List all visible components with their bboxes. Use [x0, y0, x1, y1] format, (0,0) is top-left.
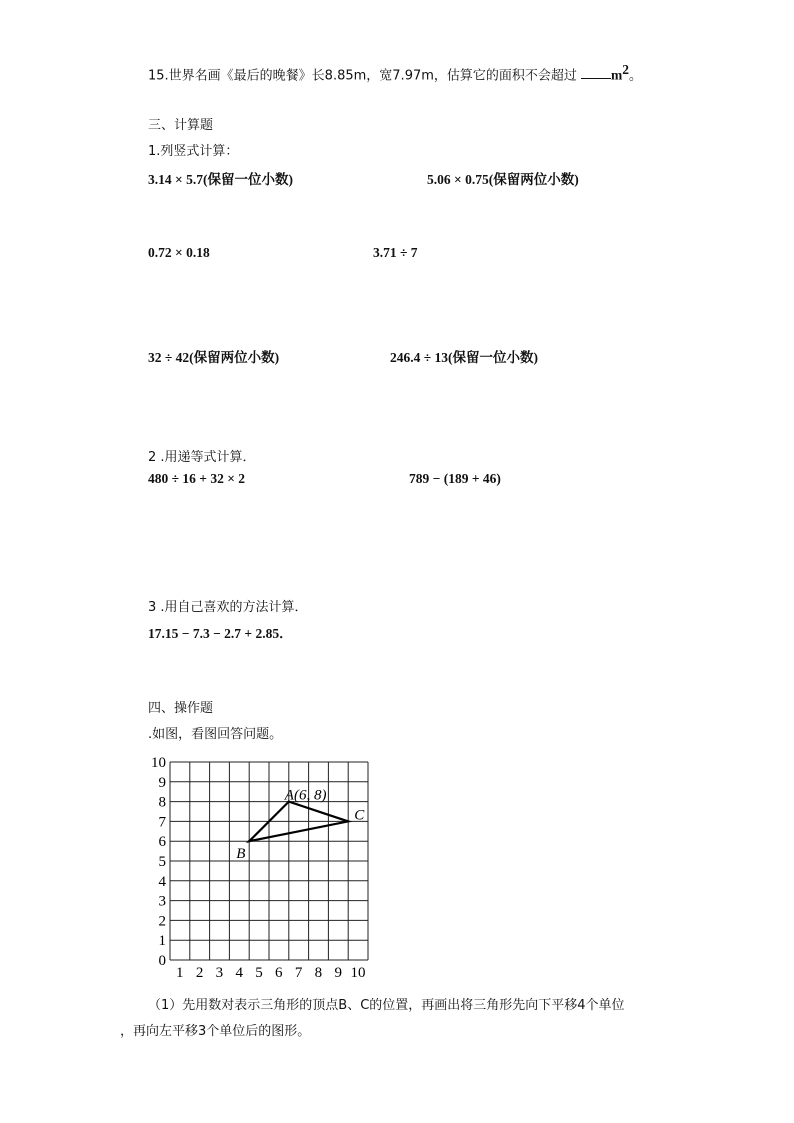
- calc-item: 789 − (189 + 46): [409, 471, 501, 486]
- subquestion-title: 1.列竖式计算：: [148, 144, 239, 159]
- question-text: ，再向左平移3个单位后的图形。: [120, 1024, 311, 1039]
- question-number: 15: [148, 68, 165, 84]
- y-tick-label: 10: [151, 755, 166, 771]
- x-tick-label: 1: [176, 965, 184, 981]
- section-title-operation: 四、操作题: [148, 701, 214, 716]
- x-tick-label: 5: [255, 965, 263, 981]
- x-tick-label: 8: [314, 965, 323, 981]
- calc-item: 3.71 ÷ 7: [373, 245, 418, 260]
- y-tick-label: 6: [158, 834, 166, 851]
- vertex-b-point: [248, 840, 250, 842]
- calc-item: 480 ÷ 16 + 32 × 2: [148, 471, 246, 486]
- vertex-b-label: B: [236, 846, 246, 863]
- x-tick-label: 9: [334, 965, 342, 981]
- vertex-c-point: [347, 820, 349, 822]
- question-text: （1）先用数对表示三角形的顶点B、C的位置，再画出将三角形先向下平移4个单位: [148, 998, 625, 1013]
- y-tick-label: 2: [158, 913, 166, 930]
- y-tick-label: 5: [158, 854, 166, 870]
- section-intro: .如图，看图回答问题。: [148, 727, 283, 742]
- y-tick-label: 9: [158, 774, 166, 791]
- x-tick-label: 3: [215, 965, 224, 981]
- x-tick-label: 6: [275, 965, 283, 981]
- unit-superscript: 2: [622, 62, 630, 77]
- y-tick-label: 4: [158, 873, 166, 890]
- y-tick-label: 1: [158, 933, 166, 950]
- x-tick-label: 4: [235, 965, 243, 981]
- calc-item: 5.06 × 0.75(保留两位小数): [427, 172, 579, 187]
- calc-item: 0.72 × 0.18: [148, 245, 210, 260]
- subquestion-title: 3 .用自己喜欢的方法计算．: [148, 600, 308, 615]
- y-tick-label: 3: [158, 893, 166, 910]
- calc-item: 3.14 × 5.7(保留一位小数): [148, 172, 293, 187]
- x-tick-label: 2: [195, 965, 204, 981]
- vertex-a-label: A(6, 8): [284, 787, 327, 804]
- calc-item: 32 ÷ 42(保留两位小数): [148, 350, 280, 365]
- x-tick-label: 7: [294, 965, 303, 981]
- subquestion-title: 2 .用递等式计算．: [148, 450, 256, 465]
- coordinate-grid: [140, 752, 390, 984]
- sentence-end: 。: [629, 68, 643, 84]
- calc-item: 17.15 − 7.3 − 2.7 + 2.85．: [148, 626, 293, 641]
- x-tick-label: 10: [350, 965, 366, 981]
- y-tick-label: 7: [158, 814, 166, 831]
- y-tick-label: 8: [158, 794, 166, 811]
- unit: m: [611, 67, 623, 83]
- section-title-calculation: 三、计算题: [148, 118, 214, 133]
- question-15: [148, 62, 642, 83]
- vertex-c-label: C: [354, 807, 365, 824]
- y-tick-label: 0: [158, 953, 166, 969]
- answer-blank[interactable]: [581, 66, 611, 79]
- calc-item: 246.4 ÷ 13(保留一位小数): [390, 350, 539, 365]
- question-text: .世界名画《最后的晚餐》长8.85m，宽7.97m，估算它的面积不会超过: [164, 68, 577, 84]
